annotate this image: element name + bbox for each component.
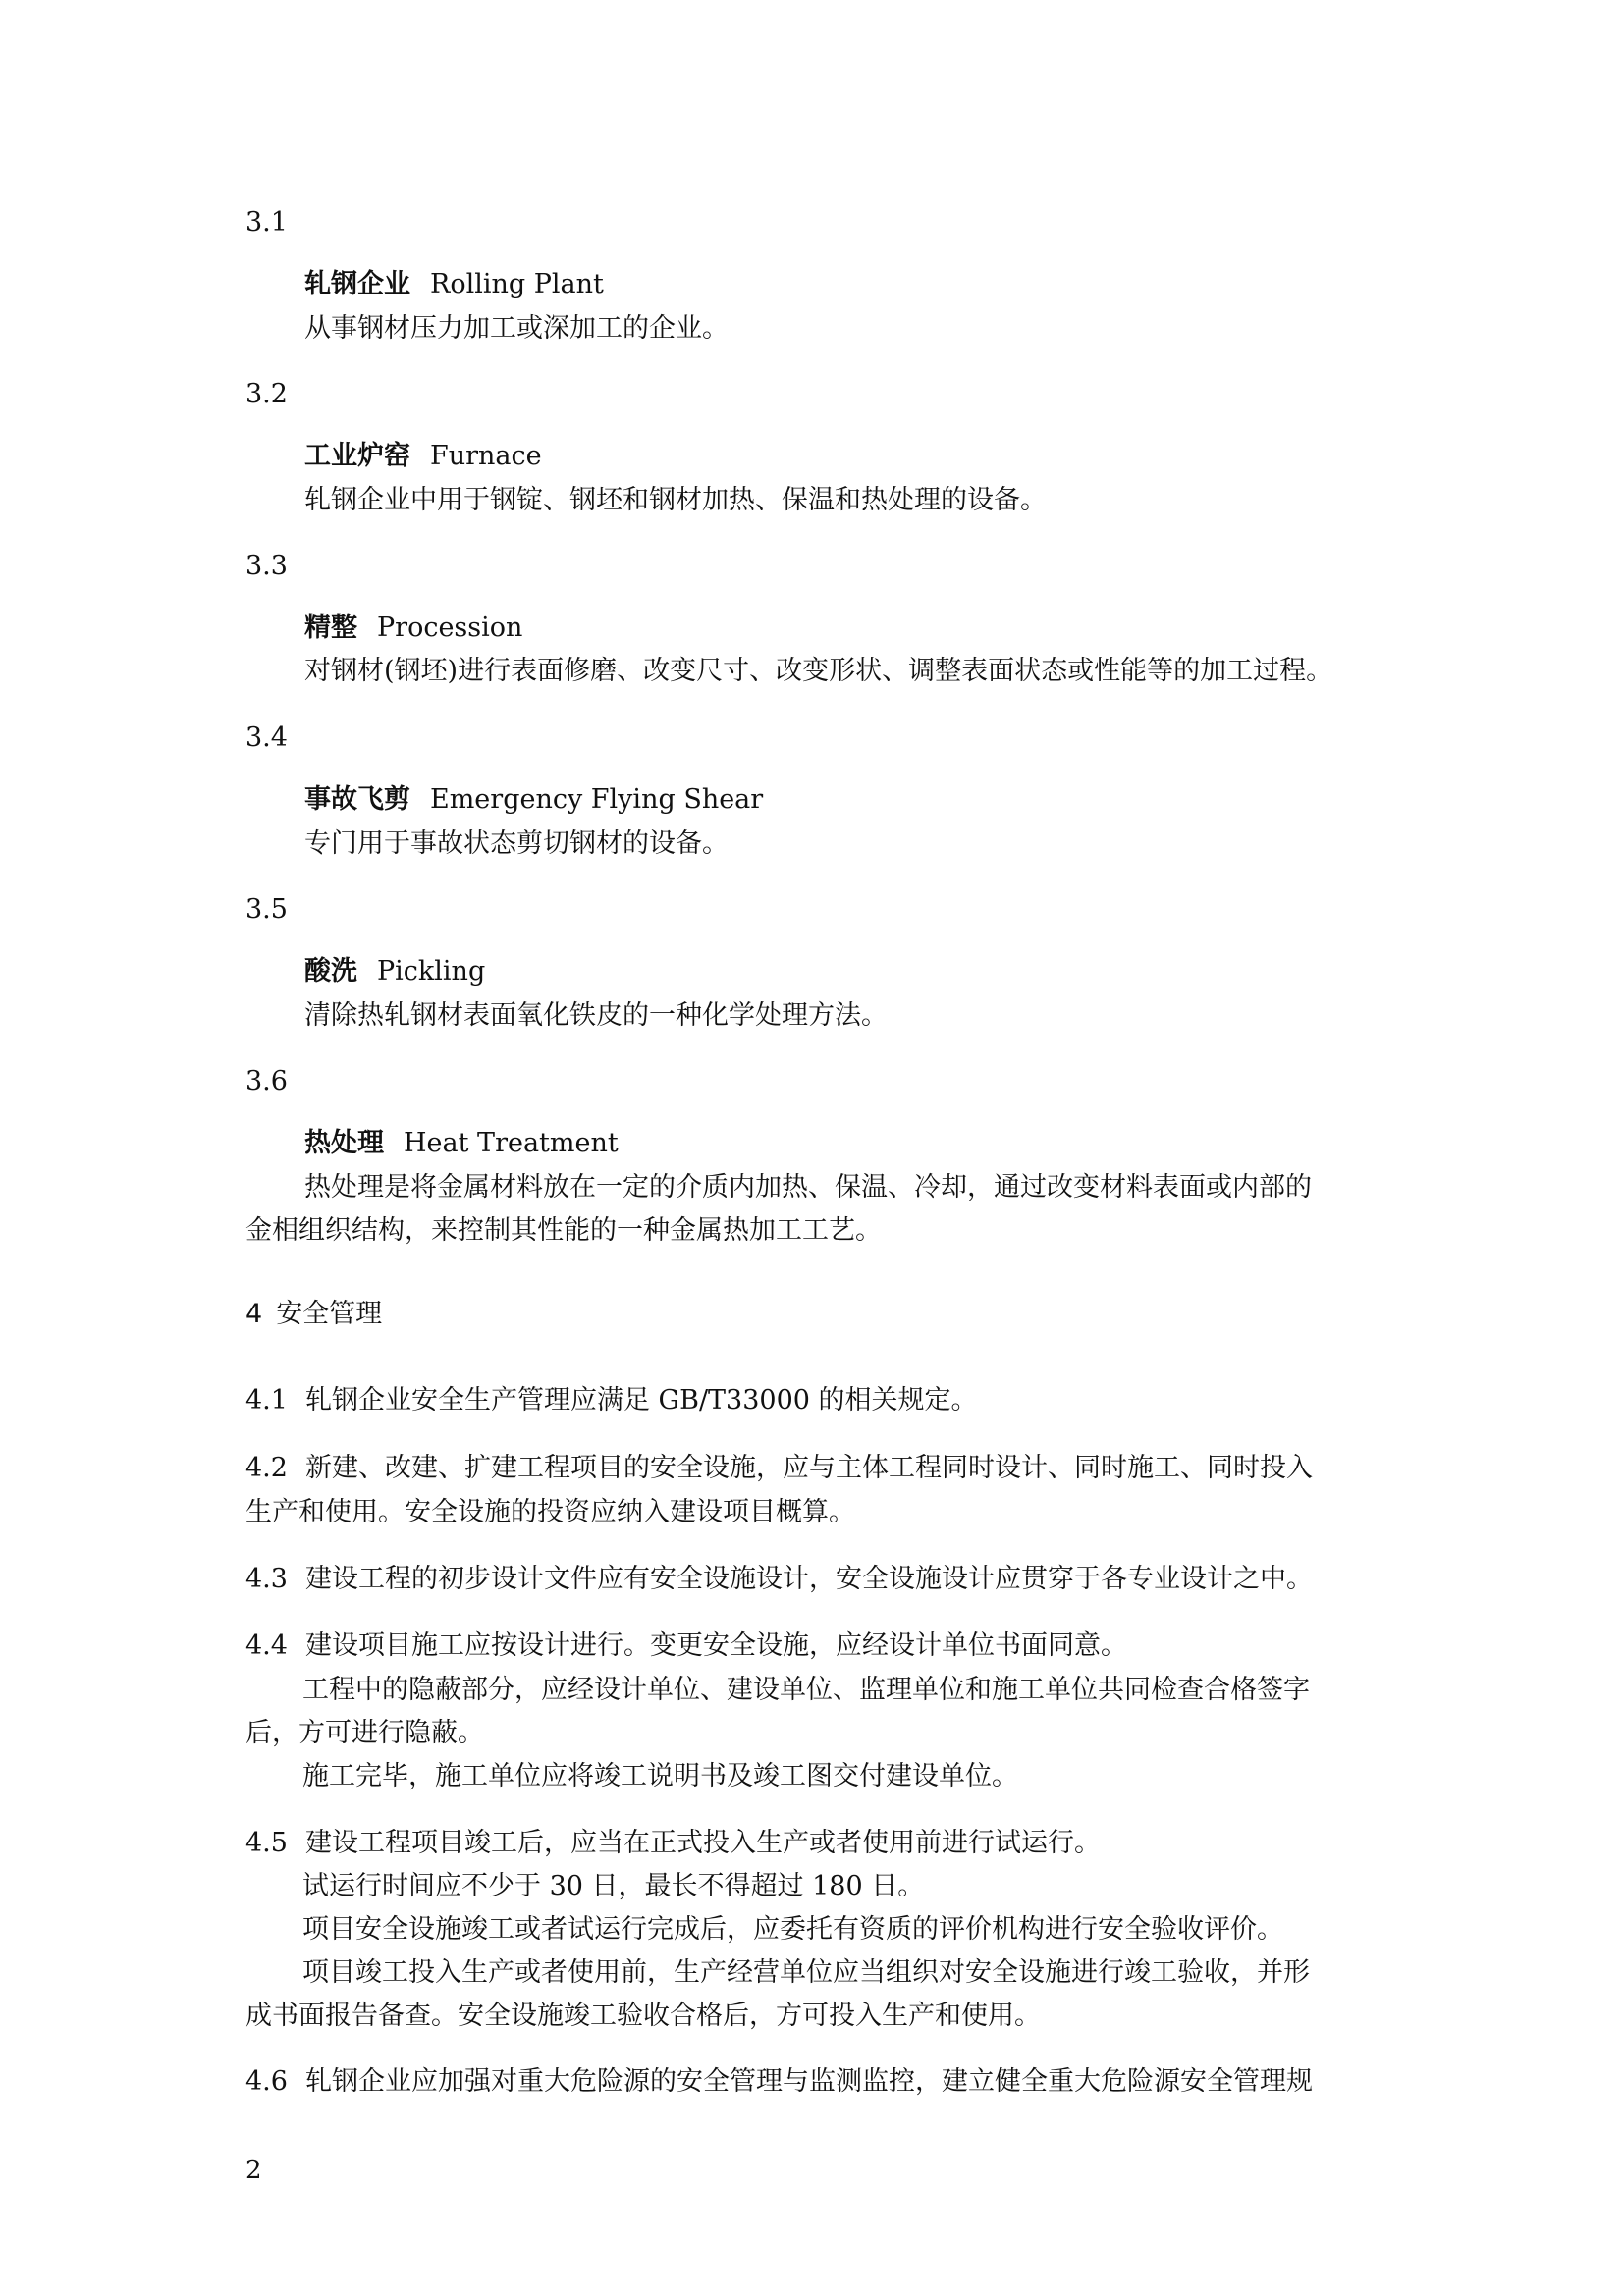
page-number: 2 (245, 2156, 262, 2185)
definition-term (304, 267, 604, 302)
definition-text: 专门用于事故状态剪切钢材的设备。 (304, 828, 729, 859)
term-english: Furnace (430, 441, 542, 471)
clause-text: 生产和使用。安全设施的投资应纳入建设项目概算。 (245, 1497, 855, 1527)
clause-text: 建设项目施工应按设计进行。变更安全设施，应经设计单位书面同意。 (304, 1630, 1127, 1661)
definition-number: 3.2 (245, 379, 288, 409)
definition-number: 3.4 (245, 722, 288, 753)
definition-number: 3.1 (245, 207, 288, 238)
clause-text: 建设工程项目竣工后，应当在正式投入生产或者使用前进行试运行。 (304, 1828, 1101, 1858)
clause (245, 1383, 978, 1418)
clause-text: 工程中的隐蔽部分，应经设计单位、建设单位、监理单位和施工单位共同检查合格签字 (302, 1675, 1310, 1705)
section-number: 4 (245, 1299, 263, 1329)
definition-term (304, 954, 485, 989)
term-english: Heat Treatment (404, 1128, 619, 1158)
definition-text: 金相组织结构，来控制其性能的一种金属热加工工艺。 (245, 1215, 882, 1246)
clause-text: 项目安全设施竣工或者试运行完成后，应委托有资质的评价机构进行安全验收评价。 (302, 1914, 1283, 1945)
clause-text: 轧钢企业应加强对重大危险源的安全管理与监测监控，建立健全重大危险源安全管理规 (304, 2066, 1313, 2097)
definition-term (304, 782, 763, 818)
term-chinese: 热处理 (304, 1128, 384, 1158)
section-heading (245, 1297, 382, 1332)
definition-text: 热处理是将金属材料放在一定的介质内加热、保温、冷却，通过改变材料表面或内部的 (304, 1172, 1312, 1202)
term-english: Rolling Plant (430, 269, 604, 299)
definition-text: 对钢材(钢坯)进行表面修磨、改变尺寸、改变形状、调整表面状态或性能等的加工过程。 (304, 656, 1333, 686)
definition-text: 从事钢材压力加工或深加工的企业。 (304, 313, 729, 344)
definition-text: 轧钢企业中用于钢锭、钢坯和钢材加热、保温和热处理的设备。 (304, 485, 1047, 515)
clause-text: 施工完毕，施工单位应将竣工说明书及竣工图交付建设单位。 (302, 1761, 1018, 1791)
term-english: Pickling (377, 956, 486, 987)
clause-number: 4.2 (245, 1453, 288, 1483)
term-chinese: 工业炉窑 (304, 441, 410, 471)
definition-number: 3.5 (245, 894, 288, 925)
term-chinese: 事故飞剪 (304, 784, 410, 815)
clause-text: 试运行时间应不少于 30 日，最长不得超过 180 日。 (302, 1871, 925, 1901)
clause-text: 建设工程的初步设计文件应有安全设施设计，安全设施设计应贯穿于各专业设计之中。 (304, 1564, 1313, 1594)
clause (245, 2064, 1313, 2100)
clause-text: 后，方可进行隐蔽。 (245, 1718, 484, 1748)
term-chinese: 精整 (304, 613, 357, 643)
definition-number: 3.6 (245, 1066, 288, 1096)
definition-term (304, 1126, 619, 1161)
clause (245, 1826, 1101, 1861)
clause (245, 1629, 1127, 1664)
clause-text: 轧钢企业安全生产管理应满足 GB/T33000 的相关规定。 (304, 1385, 978, 1415)
clause-number: 4.3 (245, 1564, 288, 1594)
clause-number: 4.1 (245, 1385, 288, 1415)
clause (245, 1451, 1313, 1486)
term-chinese: 轧钢企业 (304, 269, 410, 299)
term-chinese: 酸洗 (304, 956, 357, 987)
definition-text: 清除热轧钢材表面氧化铁皮的一种化学处理方法。 (304, 1000, 888, 1031)
definition-number: 3.3 (245, 551, 288, 581)
clause-text: 新建、改建、扩建工程项目的安全设施，应与主体工程同时设计、同时施工、同时投入 (304, 1453, 1313, 1483)
definition-term (304, 611, 522, 646)
clause-number: 4.6 (245, 2066, 288, 2097)
definition-term (304, 439, 542, 474)
clause-text: 项目竣工投入生产或者使用前，生产经营单位应当组织对安全设施进行竣工验收，并形 (302, 1957, 1310, 1988)
clause-number: 4.4 (245, 1630, 288, 1661)
clause-text: 成书面报告备查。安全设施竣工验收合格后，方可投入生产和使用。 (245, 2001, 1041, 2031)
term-english: Procession (377, 613, 523, 643)
clause-number: 4.5 (245, 1828, 288, 1858)
clause (245, 1562, 1313, 1597)
term-english: Emergency Flying Shear (430, 784, 764, 815)
section-title: 安全管理 (276, 1299, 383, 1329)
